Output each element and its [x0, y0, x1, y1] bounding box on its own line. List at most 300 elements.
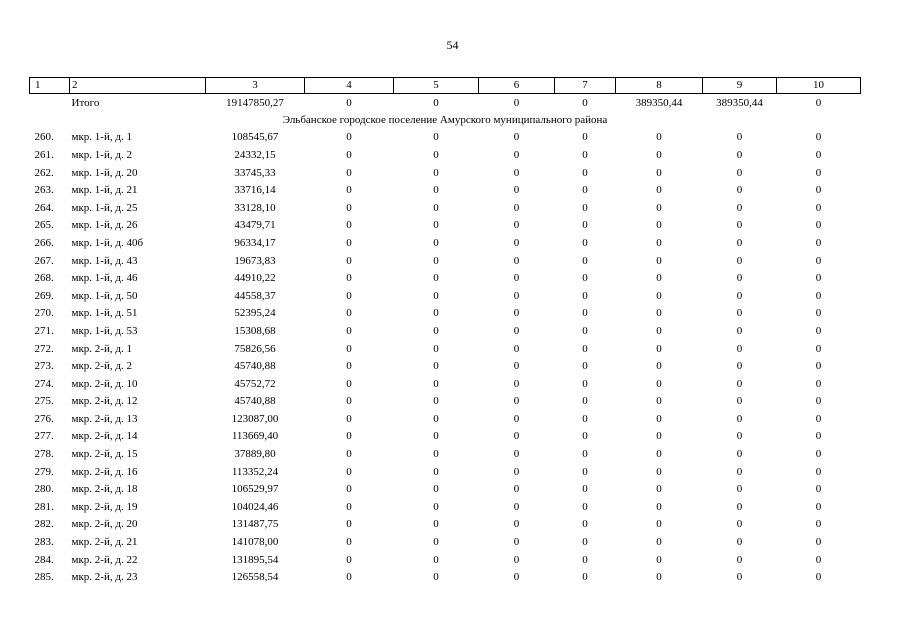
table-cell-col-8: 0	[656, 148, 662, 161]
table-cell-col-6: 0	[513, 448, 520, 461]
table-cell-col-6: 0	[513, 430, 520, 443]
table-row	[30, 322, 861, 340]
table-cell-col-9: 0	[736, 518, 743, 531]
table-cell-col-5: 0	[433, 201, 439, 214]
table-cell-col-2: мкр. 1-й, д. 50	[71, 289, 138, 302]
table-cell-col-6: 0	[513, 395, 520, 408]
table-cell-col-4: 0	[346, 201, 352, 214]
table-cell-col-1: 264.	[34, 201, 54, 214]
table-cell-col-2: мкр. 2-й, д. 1	[71, 342, 132, 355]
table-cell-col-1: 267.	[34, 254, 54, 267]
table-cell-col-1: 263.	[34, 184, 54, 197]
table-cell-col-2: мкр. 2-й, д. 21	[71, 536, 138, 549]
table-cell-col-10: 0	[815, 571, 822, 584]
table-cell-col-6: 0	[513, 96, 520, 109]
table-cell-col-8: 0	[656, 272, 662, 285]
table-cell-col-2: мкр. 2-й, д. 18	[71, 483, 138, 496]
table-cell-col-1: 266.	[34, 236, 54, 249]
table-cell-col-9: 0	[736, 377, 743, 390]
table-cell-col-10: 0	[815, 518, 822, 531]
table-cell-col-7: 0	[582, 430, 588, 443]
table-row	[30, 252, 861, 270]
table-cell-col-9: 0	[736, 148, 743, 161]
table-cell-col-3: 108545,67	[231, 131, 279, 144]
table-cell-col-6: 0	[513, 131, 520, 144]
table-cell-col-1: 273.	[34, 360, 54, 373]
table-cell-col-8: 0	[656, 219, 662, 232]
table-cell-col-8: 0	[656, 342, 662, 355]
table-cell-col-4: 4	[305, 78, 394, 94]
table-cell-col-1: 262.	[34, 166, 54, 179]
table-cell-col-5: 0	[433, 289, 439, 302]
table-cell-col-2: мкр. 2-й, д. 22	[71, 553, 138, 566]
table-cell-col-1: 268.	[34, 272, 54, 285]
table-cell-col-1: 1	[30, 78, 70, 94]
table-cell-col-8: 0	[656, 483, 662, 496]
table-cell-col-9: 0	[736, 448, 743, 461]
table-cell-col-2: мкр. 1-й, д. 20	[71, 166, 138, 179]
table-cell-col-2: мкр. 2-й, д. 15	[71, 448, 138, 461]
table-cell-col-5: 0	[433, 536, 439, 549]
table-cell-col-3: 104024,46	[231, 500, 279, 513]
table-cell-col-7: 0	[582, 324, 588, 337]
table-cell-col-3: 37889,80	[234, 448, 276, 461]
table-cell-col-8: 0	[656, 360, 662, 373]
table-cell-col-2: мкр. 1-й, д. 40б	[71, 236, 144, 249]
table-row	[30, 428, 861, 446]
table-cell-col-4: 0	[346, 131, 352, 144]
table-cell-col-3: 45740,88	[234, 360, 276, 373]
table-cell-col-5: 0	[433, 483, 439, 496]
table-cell-col-6: 0	[513, 465, 520, 478]
table-cell-col-5: 0	[433, 377, 439, 390]
table-cell-col-3: 33128,10	[234, 201, 276, 214]
table-cell-col-6: 0	[513, 553, 520, 566]
table-cell-col-3: 113352,24	[231, 465, 279, 478]
table-cell-col-8: 0	[656, 236, 662, 249]
table-cell-col-7: 0	[582, 166, 588, 179]
table-cell-col-3: 43479,71	[234, 219, 276, 232]
table-cell-col-3: 96334,17	[234, 236, 276, 249]
table-cell-col-10: 0	[815, 500, 822, 513]
table-row	[30, 234, 861, 252]
table-cell-col-10: 0	[815, 148, 822, 161]
table-cell-col-6: 0	[513, 483, 520, 496]
table-header-row	[30, 78, 861, 94]
table-cell-col-8: 0	[656, 201, 662, 214]
table-cell-col-1: 282.	[34, 518, 54, 531]
table-cell-col-3: 33716,14	[234, 184, 276, 197]
table-cell-col-7: 0	[582, 448, 588, 461]
table-cell-col-1: 278.	[34, 448, 54, 461]
table-cell-col-4: 0	[346, 571, 352, 584]
table-cell-col-10: 0	[815, 395, 822, 408]
table-cell-col-10: 0	[815, 342, 822, 355]
table-cell-col-1: 260.	[34, 131, 54, 144]
table-cell-col-6: 0	[513, 272, 520, 285]
table-cell-col-2: мкр. 1-й, д. 51	[71, 307, 138, 320]
table-cell-col-5: 0	[433, 131, 439, 144]
table-cell-col-7: 0	[582, 395, 588, 408]
table-cell-col-6: 0	[513, 201, 520, 214]
table-cell-col-3: 126558,54	[231, 571, 279, 584]
table-cell-col-3: 123087,00	[231, 412, 279, 425]
table-cell-col-8: 0	[656, 184, 662, 197]
table-cell-col-7: 0	[582, 236, 588, 249]
table-cell-col-1: 284.	[34, 553, 54, 566]
table-row	[30, 181, 861, 199]
table-cell-col-6: 0	[513, 377, 520, 390]
table-cell-col-10: 0	[815, 272, 822, 285]
table-cell-col-8: 0	[656, 571, 662, 584]
table-cell-col-7: 0	[582, 483, 588, 496]
table-cell-col-2: Итого	[71, 96, 100, 109]
table-row	[30, 269, 861, 287]
table-cell-col-4: 0	[346, 166, 352, 179]
table-cell-col-9: 0	[736, 342, 743, 355]
table-cell-col-3: 24332,15	[234, 148, 276, 161]
table-cell-col-2: мкр. 2-й, д. 13	[71, 412, 138, 425]
table-row	[30, 568, 861, 586]
table-row	[30, 340, 861, 358]
table-cell-col-2: мкр. 1-й, д. 43	[71, 254, 138, 267]
table-cell-col-2: мкр. 1-й, д. 1	[71, 131, 132, 144]
table-cell-col-1: 277.	[34, 430, 54, 443]
table-cell-col-1	[30, 94, 70, 112]
table-cell-col-6: 0	[513, 518, 520, 531]
table-cell-col-4: 0	[346, 342, 352, 355]
table-cell-col-7: 0	[582, 96, 588, 109]
table-cell-col-2: мкр. 2-й, д. 16	[71, 465, 138, 478]
table-cell-col-9: 0	[736, 236, 743, 249]
table-cell-col-9: 0	[736, 500, 743, 513]
table-cell-col-6: 0	[513, 307, 520, 320]
table-cell-col-5: 0	[433, 324, 439, 337]
table-cell-col-10: 0	[815, 430, 822, 443]
table-cell-col-8: 0	[656, 377, 662, 390]
table-row	[30, 164, 861, 182]
table-cell-col-8: 389350,44	[635, 96, 683, 109]
table-cell-col-8: 0	[656, 430, 662, 443]
table-cell-col-8: 8	[616, 78, 703, 94]
table-cell-col-6: 0	[513, 571, 520, 584]
table-cell-col-2: мкр. 2-й, д. 14	[71, 430, 138, 443]
table-cell-col-10: 0	[815, 377, 822, 390]
table-row	[30, 498, 861, 516]
table-row	[30, 146, 861, 164]
table-cell-col-7: 0	[582, 254, 588, 267]
table-cell-col-8: 0	[656, 448, 662, 461]
table-cell-col-5: 0	[433, 342, 439, 355]
table-cell-col-9: 0	[736, 483, 743, 496]
table-cell-col-9: 0	[736, 430, 743, 443]
table-cell-col-9: 389350,44	[716, 96, 763, 109]
table-cell-col-9: 0	[736, 324, 743, 337]
table-cell-col-8: 0	[656, 518, 662, 531]
table-cell-col-7: 0	[582, 148, 588, 161]
table-cell-col-5: 0	[433, 395, 439, 408]
table-cell-col-6: 0	[513, 184, 520, 197]
table-row	[30, 129, 861, 147]
table-cell-col-7: 0	[582, 518, 588, 531]
table-cell-col-8: 0	[656, 395, 662, 408]
table-cell-col-5: 0	[433, 96, 439, 109]
table-cell-col-7: 0	[582, 342, 588, 355]
table-cell-col-4: 0	[346, 148, 352, 161]
table-cell-col-4: 0	[346, 536, 352, 549]
table-cell-col-5: 0	[433, 430, 439, 443]
table-cell-col-4: 0	[346, 96, 352, 109]
table-cell-col-9: 0	[736, 536, 743, 549]
table-cell-col-2: мкр. 1-й, д. 21	[71, 184, 138, 197]
table-cell-col-9: 0	[736, 254, 743, 267]
table-cell-col-5: 0	[433, 412, 439, 425]
table-cell-col-10: 0	[815, 236, 822, 249]
table-cell-col-4: 0	[346, 360, 352, 373]
table-cell-col-1: 279.	[34, 465, 54, 478]
table-cell-col-1: 269.	[34, 289, 54, 302]
table-cell-col-5: 0	[433, 166, 439, 179]
table-cell-col-4: 0	[346, 412, 352, 425]
table-cell-col-10: 0	[815, 254, 822, 267]
table-cell-col-5: 0	[433, 571, 439, 584]
table-cell-col-1: 274.	[34, 377, 54, 390]
table-cell-col-10: 0	[815, 448, 822, 461]
table-cell-col-10: 0	[815, 324, 822, 337]
table-cell-col-7: 0	[582, 201, 588, 214]
table-cell-col-5: 0	[433, 500, 439, 513]
table-cell-col-6: 0	[513, 500, 520, 513]
section-title: Эльбанское городское поселение Амурского муниципального района	[282, 114, 608, 127]
table-cell-col-10: 0	[815, 536, 822, 549]
table-cell-col-3: 33745,33	[234, 166, 276, 179]
table-cell-col-7: 0	[582, 465, 588, 478]
table-cell-col-3: 44558,37	[234, 289, 276, 302]
table-cell-col-1: 276.	[34, 412, 54, 425]
table-row	[30, 217, 861, 235]
table-cell-col-9: 0	[736, 289, 743, 302]
table-cell-col-8: 0	[656, 131, 662, 144]
table-cell-col-5: 5	[394, 78, 479, 94]
table-cell-col-7: 7	[555, 78, 616, 94]
table-cell-col-4: 0	[346, 272, 352, 285]
table-cell-col-1: 281.	[34, 500, 54, 513]
table-cell-col-4: 0	[346, 518, 352, 531]
table-cell-col-6: 0	[513, 166, 520, 179]
table-cell-col-8: 0	[656, 324, 662, 337]
table-cell-col-4: 0	[346, 184, 352, 197]
table-cell-col-6: 0	[513, 536, 520, 549]
table-cell-col-10: 0	[815, 184, 822, 197]
table-row	[30, 533, 861, 551]
table-cell-col-3: 52395,24	[234, 307, 276, 320]
table-cell-col-1: 285.	[34, 571, 54, 584]
table-cell-col-2: мкр. 1-й, д. 53	[71, 324, 138, 337]
table-cell-col-4: 0	[346, 500, 352, 513]
table-cell-col-5: 0	[433, 553, 439, 566]
table-row	[30, 516, 861, 534]
table-cell-col-4: 0	[346, 219, 352, 232]
table-cell-col-4: 0	[346, 324, 352, 337]
table-cell-col-2: мкр. 2-й, д. 23	[71, 571, 138, 584]
table-cell-col-9: 9	[703, 78, 777, 94]
table-cell-col-1: 261.	[34, 148, 54, 161]
table-cell-col-3: 113669,40	[231, 430, 279, 443]
table-cell-col-2: мкр. 2-й, д. 10	[71, 377, 138, 390]
table-cell-col-10: 10	[777, 78, 861, 94]
table-cell-col-2: мкр. 2-й, д. 12	[71, 395, 138, 408]
table-cell-col-7: 0	[582, 184, 588, 197]
table-cell-col-9: 0	[736, 272, 743, 285]
table-cell-col-6: 0	[513, 236, 520, 249]
table-cell-col-4: 0	[346, 289, 352, 302]
table-cell-col-10: 0	[815, 307, 822, 320]
table-cell-col-1: 280.	[34, 483, 54, 496]
table-cell-col-9: 0	[736, 184, 743, 197]
table-cell-col-9: 0	[736, 553, 743, 566]
table-cell-col-7: 0	[582, 272, 588, 285]
table-cell-col-5: 0	[433, 272, 439, 285]
table-cell-col-10: 0	[815, 412, 822, 425]
table-cell-col-7: 0	[582, 553, 588, 566]
table-cell-col-10: 0	[815, 131, 822, 144]
table-cell-col-5: 0	[433, 360, 439, 373]
table-cell-col-1: 270.	[34, 307, 54, 320]
section-row	[30, 112, 861, 129]
table-cell-col-9: 0	[736, 360, 743, 373]
table-cell-col-9: 0	[736, 219, 743, 232]
table-cell-col-8: 0	[656, 254, 662, 267]
table-cell-col-7: 0	[582, 131, 588, 144]
table-cell-col-3: 106529,97	[231, 483, 279, 496]
table-row	[30, 445, 861, 463]
table-cell-col-8: 0	[656, 536, 662, 549]
table-cell-col-5: 0	[433, 307, 439, 320]
total-row	[30, 94, 861, 112]
table-cell-col-1: 275.	[34, 395, 54, 408]
table-cell-col-6: 0	[513, 324, 520, 337]
table-cell-col-9: 0	[736, 201, 743, 214]
page-number: 54	[446, 38, 459, 52]
table-cell-col-4: 0	[346, 430, 352, 443]
table-cell-col-10: 0	[815, 96, 822, 109]
table-cell-col-4: 0	[346, 307, 352, 320]
table-cell-col-3: 131895,54	[231, 553, 279, 566]
table-cell-col-9: 0	[736, 465, 743, 478]
table-cell-col-10: 0	[815, 201, 822, 214]
table-cell-col-3: 131487,75	[231, 518, 279, 531]
table-cell-col-8: 0	[656, 465, 662, 478]
table-cell-col-9: 0	[736, 395, 743, 408]
table-cell-col-3: 75826,56	[234, 342, 276, 355]
table-cell-col-10: 0	[815, 553, 822, 566]
table-cell-col-10: 0	[815, 219, 822, 232]
table-cell-col-6: 0	[513, 219, 520, 232]
table-cell-col-3: 44910,22	[234, 272, 276, 285]
table-cell-col-5: 0	[433, 448, 439, 461]
table-cell-col-10: 0	[815, 166, 822, 179]
table-cell-col-4: 0	[346, 236, 352, 249]
table-cell-col-6: 0	[513, 342, 520, 355]
table-cell-col-5: 0	[433, 465, 439, 478]
table-row	[30, 393, 861, 411]
table-cell-col-4: 0	[346, 395, 352, 408]
table-cell-col-5: 0	[433, 148, 439, 161]
table-cell-col-2: мкр. 1-й, д. 2	[71, 148, 132, 161]
table-cell-col-6: 6	[479, 78, 555, 94]
table-cell-col-8: 0	[656, 553, 662, 566]
table-cell-col-4: 0	[346, 553, 352, 566]
table-row	[30, 305, 861, 323]
table-cell-col-2: мкр. 2-й, д. 2	[71, 360, 132, 373]
table-cell-col-2: мкр. 1-й, д. 26	[71, 219, 138, 232]
table-cell-col-5: 0	[433, 236, 439, 249]
table-cell-col-1: 283.	[34, 536, 54, 549]
table-cell-col-10: 0	[815, 483, 822, 496]
table-cell-col-5: 0	[433, 254, 439, 267]
table-cell-col-9: 0	[736, 131, 743, 144]
table-cell-col-3: 19147850,27	[226, 96, 284, 109]
table-cell-col-8: 0	[656, 412, 662, 425]
table-cell-col-8: 0	[656, 289, 662, 302]
table-cell-col-6: 0	[513, 148, 520, 161]
table-cell-col-4: 0	[346, 483, 352, 496]
table-cell-col-3: 45752,72	[234, 377, 276, 390]
table-row	[30, 357, 861, 375]
table-cell-col-1: 265.	[34, 219, 54, 232]
table-cell-col-7: 0	[582, 377, 588, 390]
table-row	[30, 199, 861, 217]
table-cell-col-7: 0	[582, 360, 588, 373]
table-cell-col-6: 0	[513, 289, 520, 302]
table-cell-col-9: 0	[736, 307, 743, 320]
table-row	[30, 551, 861, 569]
table-cell-col-1: 271.	[34, 324, 54, 337]
table-cell-col-10: 0	[815, 465, 822, 478]
table-cell-col-7: 0	[582, 536, 588, 549]
table-cell-col-6: 0	[513, 254, 520, 267]
table-cell-col-3: 3	[206, 78, 305, 94]
table-cell-col-3: 45740,88	[234, 395, 276, 408]
table-cell-col-10: 0	[815, 360, 822, 373]
table-cell-col-2: мкр. 2-й, д. 20	[71, 518, 138, 531]
table-cell-col-2: мкр. 2-й, д. 19	[71, 500, 138, 513]
table-cell-col-5: 0	[433, 184, 439, 197]
table-row	[30, 410, 861, 428]
table-cell-col-4: 0	[346, 377, 352, 390]
table-cell-col-7: 0	[582, 571, 588, 584]
table-cell-col-10: 0	[815, 289, 822, 302]
table-cell-col-6: 0	[513, 412, 520, 425]
table-cell-col-7: 0	[582, 219, 588, 232]
table-cell-col-1: 272.	[34, 342, 54, 355]
table-cell-col-9: 0	[736, 166, 743, 179]
table-cell-col-7: 0	[582, 412, 588, 425]
table-row	[30, 480, 861, 498]
table-cell-col-3: 141078,00	[231, 536, 279, 549]
table-cell-col-4: 0	[346, 448, 352, 461]
table-cell-col-4: 0	[346, 254, 352, 267]
table-cell-col-4: 0	[346, 465, 352, 478]
table-row	[30, 375, 861, 393]
table-cell-col-8: 0	[656, 307, 662, 320]
table-cell-col-2: мкр. 1-й, д. 25	[71, 201, 138, 214]
table-cell-col-9: 0	[736, 412, 743, 425]
table-cell-col-3: 15308,68	[234, 324, 276, 337]
table-cell-col-8: 0	[656, 166, 662, 179]
table-cell-col-3: 19673,83	[234, 254, 276, 267]
table-cell-col-8: 0	[656, 500, 662, 513]
